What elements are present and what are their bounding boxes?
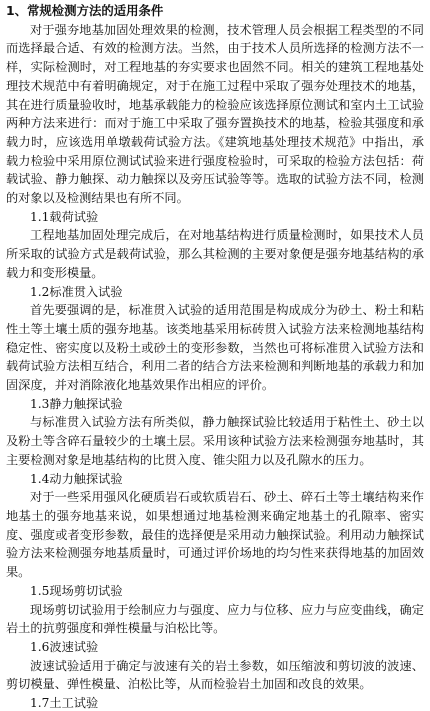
subsection-body-dynamic-penetration: 对于一些采用强风化硬质岩石或软质岩石、砂土、碎石土等土壤结构来作地基土的强夯地基来说，如果想通过地基检测来确定地基土的孔隙率、密实度、强度或者变形参数，最佳的选择便是采用动力触探试验。利用动力触探试验方法来检测强夯地基质量时，可通过评价场地的均匀性来获得地基的加固效果。: [6, 490, 424, 580]
intro-paragraph: 对于强夯地基加固处理效果的检测，技术管理人员会根据工程类型的不同而选择最合适、有效的检测方法。当然，由于技术人员所选择的检测方法不一样，实际检测时，对工程地基的夯实要求也固然不同。相关的建筑工程地基处理技术规范中有着明确规定，对于在施工过程中采取了强夯处理技术的地基，其在进行质量验收时，地基承载能力的检验应该选择原位测试和室内土工试验两种方法来进行：而对于施工中采取了强夯置换技术的地基，检验其强度和承载力时，应该选用单墩载荷试验方法。《建筑地基处理技术规范》中指出，承载力检验中采用原位测试试验来进行强度检验时，可采取的检验方法包括：荷载试验、静力触探、动力触探以及旁压试验等等。选取的试验方法不同，检测的对象以及检测结果也有所不同。: [6, 22, 424, 206]
subsection-body-field-shear: 现场剪切试验用于绘制应力与强度、应力与位移、应力与应变曲线，确定岩土的抗剪强度和弹性模量与泊松比等。: [6, 602, 424, 636]
subsection-title-geotechnical-test: 1.7土工试验: [30, 696, 99, 711]
subsection-title-cpt: 1.3静力触探试验: [30, 396, 123, 411]
section-heading: 1、常规检测方法的适用条件: [6, 3, 164, 18]
subsection-body-load-test: 工程地基加固处理完成后，在对地基结构进行质量检测时，如果技术人员所采取的试验方式是载荷试验，那么其检测的主要对象便是强夯地基结构的承载力和变形模量。: [6, 228, 424, 280]
subsection-title-spt: 1.2标准贯入试验: [30, 284, 123, 299]
subsection-body-cpt: 与标准贯入试验方法有所类似，静力触探试验比较适用于粘性土、砂土以及粉土等含碎石量较少的土壤土层。采用该种试验方法来检测强夯地基时，其主要检测对象是地基结构的比贯入度、锥尖阻力以及孔隙水的压力。: [6, 415, 424, 467]
subsection-title-field-shear: 1.5现场剪切试验: [30, 583, 123, 598]
subsection-title-wave-velocity: 1.6波速试验: [30, 639, 99, 654]
subsection-title-load-test: 1.1载荷试验: [30, 209, 99, 224]
subsection-title-dynamic-penetration: 1.4动力触探试验: [30, 471, 123, 486]
subsection-body-wave-velocity: 波速试验适用于确定与波速有关的岩土参数，如压缩波和剪切波的波速、剪切模量、弹性模量、泊松比等，从而检验岩土加固和改良的效果。: [6, 658, 424, 692]
subsection-body-spt: 首先要强调的是，标准贯入试验的适用范围是构成成分为砂土、粉土和粘性土等土壤土质的强夯地基。该类地基采用标砖贯入试验方法来检测地基结构稳定性、密实度以及粉土或砂土的变形参数，当然也可将标准贯入试验方法和载荷试验方法相互结合，利用二者的结合方法来检测和判断地基的承载力和加固深度，并对消除液化地基效果作出相应的评价。: [6, 303, 424, 393]
